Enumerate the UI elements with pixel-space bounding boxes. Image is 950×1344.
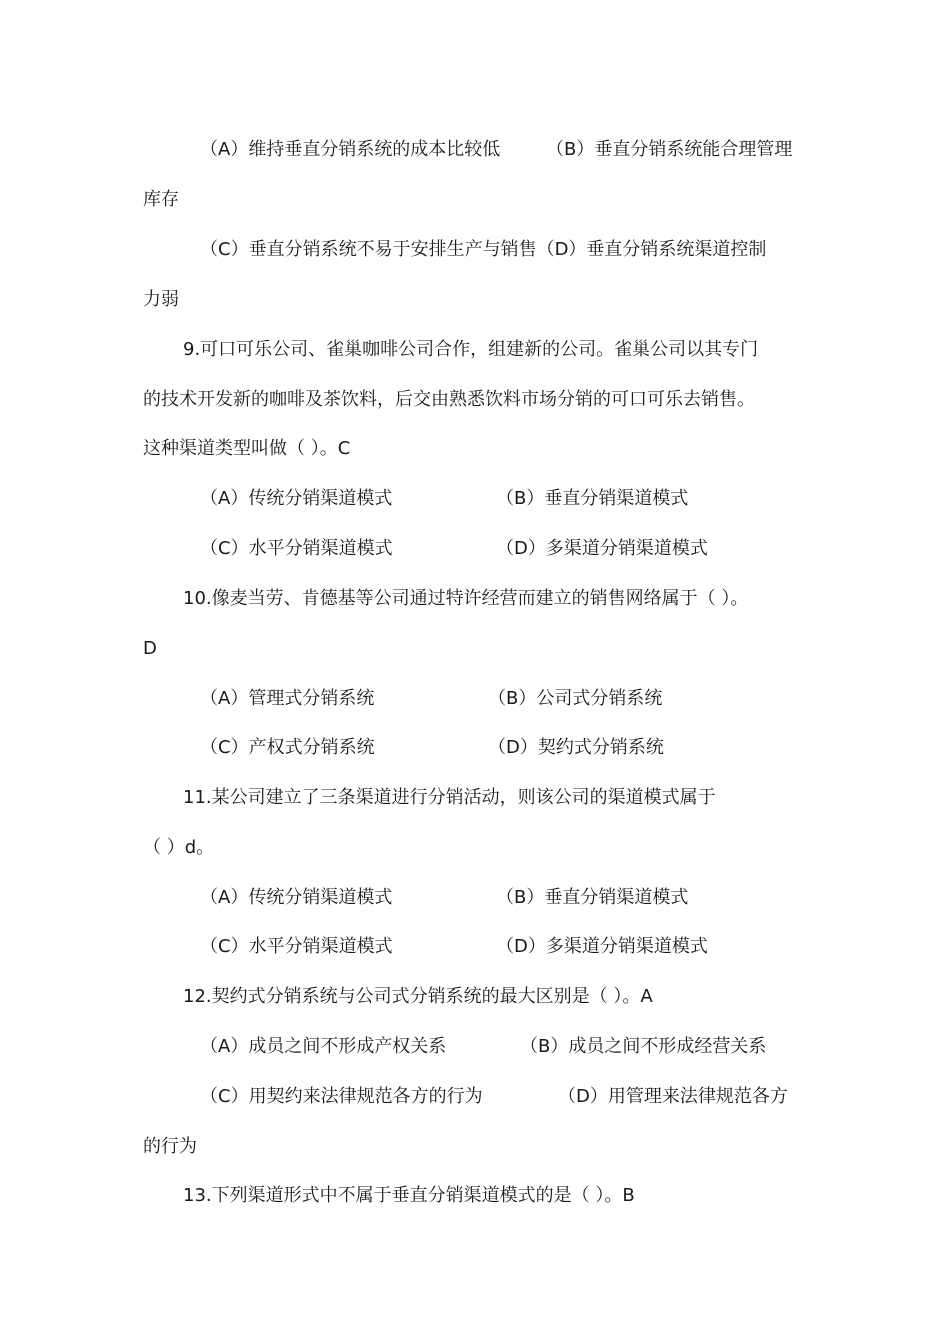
- q11-option-b: （B）垂直分销渠道模式: [496, 887, 689, 908]
- q11-option-c: （C）水平分销渠道模式: [200, 936, 393, 957]
- q12-text-1: 12.契约式分销系统与公司式分销系统的最大区别是（ ）。A: [183, 986, 653, 1007]
- q12-option-a: （A）成员之间不形成产权关系: [200, 1036, 447, 1057]
- q11-option-d: （D）多渠道分销渠道模式: [496, 936, 708, 957]
- q9-text-1: 9.可口可乐公司、雀巢咖啡公司合作，组建新的公司。雀巢公司以其专门: [183, 339, 759, 360]
- q11-option-a: （A）传统分销渠道模式: [200, 887, 393, 908]
- q10-text-2: D: [143, 638, 157, 659]
- q13-text-1: 13.下列渠道形式中不属于垂直分销渠道模式的是（ ）。B: [183, 1185, 635, 1206]
- q8-option-a: （A）维持垂直分销系统的成本比较低: [200, 139, 501, 160]
- q8-option-cd: （C）垂直分销系统不易于安排生产与销售（D）垂直分销系统渠道控制: [200, 239, 767, 260]
- q8-option-b-cont: 库存: [143, 189, 179, 210]
- q11-text-2: （ ）d。: [143, 837, 215, 858]
- q10-text-1: 10.像麦当劳、肯德基等公司通过特许经营而建立的销售网络属于（ ）。: [183, 588, 749, 609]
- q9-text-2: 的技术开发新的咖啡及茶饮料，后交由熟悉饮料市场分销的可口可乐去销售。: [143, 389, 755, 410]
- q9-option-a: （A）传统分销渠道模式: [200, 488, 393, 509]
- q10-option-b: （B）公司式分销系统: [488, 688, 663, 709]
- q12-option-d: （D）用管理来法律规范各方: [558, 1086, 788, 1107]
- q8-option-b: （B）垂直分销系统能合理管理: [546, 139, 793, 160]
- q10-option-a: （A）管理式分销系统: [200, 688, 375, 709]
- q12-option-c: （C）用契约来法律规范各方的行为: [200, 1086, 483, 1107]
- q9-option-c: （C）水平分销渠道模式: [200, 538, 393, 559]
- q12-option-d-cont: 的行为: [143, 1136, 197, 1157]
- q10-option-d: （D）契约式分销系统: [488, 737, 664, 758]
- q9-option-d: （D）多渠道分销渠道模式: [496, 538, 708, 559]
- q8-option-d-cont: 力弱: [143, 289, 179, 310]
- q9-option-b: （B）垂直分销渠道模式: [496, 488, 689, 509]
- q9-text-3: 这种渠道类型叫做（ ）。C: [143, 438, 351, 459]
- q10-option-c: （C）产权式分销系统: [200, 737, 375, 758]
- q12-option-b: （B）成员之间不形成经营关系: [520, 1036, 767, 1057]
- q11-text-1: 11.某公司建立了三条渠道进行分销活动，则该公司的渠道模式属于: [183, 787, 716, 808]
